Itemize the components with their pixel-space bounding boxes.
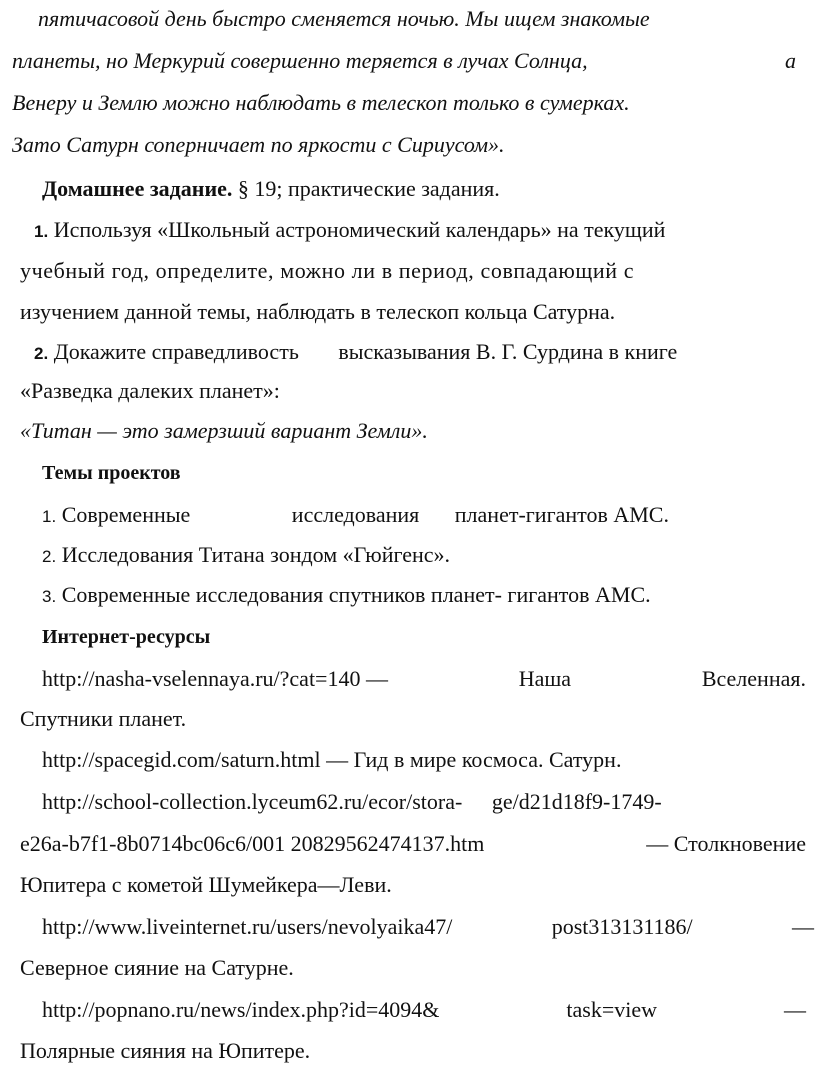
task-2-line-2: «Разведка далеких планет»:	[20, 378, 280, 403]
task-2-line-1: 2. Докажите справедливость высказывания В. Г. Сурдина в книге	[34, 339, 678, 364]
homework-line	[42, 174, 816, 204]
intro-line-4: Зато Сатурн соперничает по яркости с Сириусом».	[12, 132, 505, 157]
resource-link[interactable]: http://www.liveinternet.ru/users/nevolyaika47/	[42, 914, 453, 939]
resource-5-line-1[interactable]: http://popnano.ru/news/index.php?id=4094& task=view —	[42, 995, 806, 1025]
intro-line-3: Венеру и Землю можно наблюдать в телескоп только в сумерках.	[12, 90, 630, 115]
intro-line-1: пятичасовой день быстро сменяется ночью. Мы ищем знакомые	[38, 6, 650, 31]
task-number: 1.	[34, 222, 49, 241]
resources-heading: Интернет-ресурсы	[42, 626, 211, 648]
resource-1-line-2: Спутники планет.	[20, 706, 187, 731]
intro-line-2: планеты, но Меркурий совершенно теряется в лучах Солнца, а	[12, 48, 796, 73]
task-1-line-2: учебный год, определите, можно ли в период, совпадающий с	[20, 258, 635, 283]
homework-heading: Домашнее задание.	[42, 176, 233, 201]
resource-5-line-2: Полярные сияния на Юпитере.	[20, 1038, 311, 1063]
task-1-line-3: изучением данной темы, наблюдать в телескоп кольца Сатурна.	[20, 299, 616, 324]
task-2-quote: «Титан — это замерзший вариант Земли».	[20, 418, 428, 443]
resource-link[interactable]: http://spacegid.com/saturn.html	[42, 747, 321, 772]
task-1-line-1: 1. Используя «Школьный астрономический календарь» на текущий	[34, 215, 804, 247]
homework-text: § 19; практические задания.	[237, 176, 500, 201]
resource-3-line-1[interactable]: http://school-collection.lyceum62.ru/ecor/stora- ge/d21d18f9-1749-	[42, 789, 662, 814]
resource-3-line-3: Юпитера с кометой Шумейкера—Леви.	[20, 872, 392, 897]
resource-link[interactable]: http://popnano.ru/news/index.php?id=4094&	[42, 997, 440, 1022]
resource-4-line-1[interactable]: http://www.liveinternet.ru/users/nevolyaika47/ post313131186/ —	[42, 912, 814, 942]
resource-link[interactable]: http://school-collection.lyceum62.ru/ecor/stora-	[42, 789, 463, 814]
projects-heading: Темы проектов	[42, 462, 181, 484]
project-item-3: 3. Современные исследования спутников планет- гигантов АМС.	[42, 582, 651, 607]
resource-link[interactable]: http://nasha-vselennaya.ru/?cat=140	[42, 666, 361, 691]
project-item-2: 2. Исследования Титана зондом «Гюйгенс».	[42, 542, 451, 567]
resource-link[interactable]: e26a-b7f1-8b0714bc06c6/001 20829562474137.htm	[20, 831, 485, 856]
resource-1-line-1[interactable]: http://nasha-vselennaya.ru/?cat=140 — Наша Вселенная.	[42, 664, 806, 694]
resource-4-line-2: Северное сияние на Сатурне.	[20, 955, 294, 980]
resource-2[interactable]: http://spacegid.com/saturn.html — Гид в мире космоса. Сатурн.	[42, 747, 622, 772]
project-item-1: 1. Современные исследования планет-гигантов АМС.	[42, 502, 669, 527]
task-number: 2.	[34, 344, 49, 363]
resource-3-line-2: e26a-b7f1-8b0714bc06c6/001 20829562474137.htm — Столкновение	[20, 829, 806, 859]
